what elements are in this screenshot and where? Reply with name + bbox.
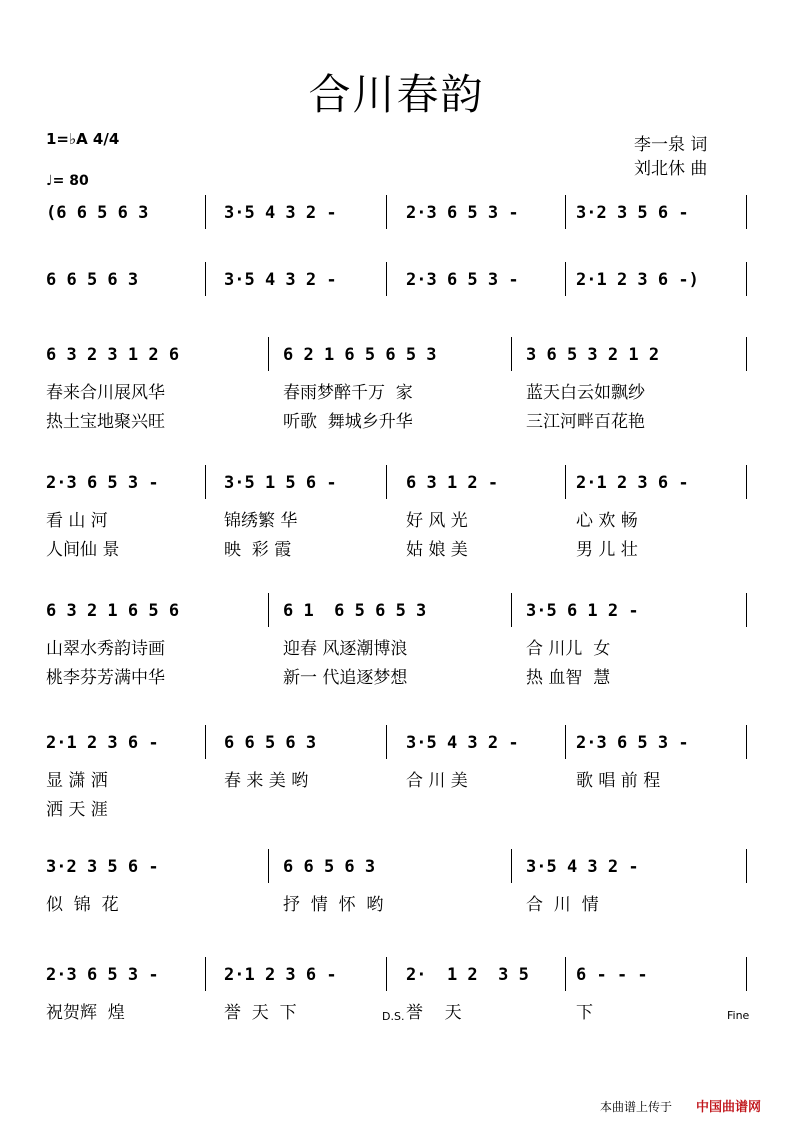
lyric-line: 下 xyxy=(576,1003,593,1023)
bar-line xyxy=(565,262,566,296)
upload-note: 本曲谱上传于 xyxy=(600,1100,673,1114)
measure-notes: 6 1 6 5 6 5 3 xyxy=(283,601,427,621)
lyric-line: 山翠水秀韵诗画 xyxy=(46,639,165,659)
bar-line xyxy=(565,957,566,991)
measure-notes: 2·3 6 5 3 - xyxy=(406,203,519,223)
measure-notes: 3 6 5 3 2 1 2 xyxy=(526,345,660,365)
lyric-line: 人间仙 景 xyxy=(46,540,120,560)
measure-notes: 3·5 4 3 2 - xyxy=(224,203,337,223)
bar-line xyxy=(205,465,206,499)
measure-notes: 6 3 2 1 6 5 6 xyxy=(46,601,180,621)
bar-line xyxy=(511,337,512,371)
lyric-line: 似 锦 花 xyxy=(46,895,119,915)
measure-notes: 2·1 2 3 6 - xyxy=(224,965,337,985)
bar-line xyxy=(746,337,747,371)
bar-line xyxy=(565,725,566,759)
lyric-line: 锦绣繁 华 xyxy=(224,511,298,531)
measure-notes: 6 2 1 6 5 6 5 3 xyxy=(283,345,437,365)
lyric-line: 热 血智 慧 xyxy=(526,668,611,688)
measure-notes: 2·3 6 5 3 - xyxy=(406,270,519,290)
fine-label: Fine xyxy=(727,1009,750,1022)
measure-notes: 3·5 4 3 2 - xyxy=(224,270,337,290)
bar-line xyxy=(386,957,387,991)
dal-segno-label: D.S. xyxy=(382,1010,405,1023)
site-logo: 中国曲谱网 xyxy=(696,1100,762,1115)
lyric-line: 显 潇 洒 xyxy=(46,771,108,791)
measure-notes: 2· 1 2 3 5 xyxy=(406,965,529,985)
bar-line xyxy=(268,593,269,627)
bar-line xyxy=(386,262,387,296)
lyric-line: 祝贺辉 煌 xyxy=(46,1003,125,1023)
measure-notes: 2·3 6 5 3 - xyxy=(46,473,159,493)
composer-credit: 刘北休 曲 xyxy=(634,159,708,179)
bar-line xyxy=(565,465,566,499)
measure-notes: 6 - - - xyxy=(576,965,648,985)
bar-line xyxy=(386,725,387,759)
lyric-line: 新一 代追逐梦想 xyxy=(283,668,408,688)
lyric-line: 誉 天 下 xyxy=(224,1003,297,1023)
lyric-line: 春雨梦醉千万 家 xyxy=(283,383,413,403)
bar-line xyxy=(386,465,387,499)
bar-line xyxy=(268,849,269,883)
bar-line xyxy=(386,195,387,229)
measure-notes: 3·2 3 5 6 - xyxy=(46,857,159,877)
lyric-line: 迎春 风逐潮博浪 xyxy=(283,639,408,659)
measure-notes: 6 3 1 2 - xyxy=(406,473,499,493)
lyric-line: 抒 情 怀 哟 xyxy=(283,895,384,915)
song-title: 合川春韵 xyxy=(308,70,485,119)
bar-line xyxy=(565,195,566,229)
lyric-line: 歌 唱 前 程 xyxy=(576,771,661,791)
measure-notes: 2·3 6 5 3 - xyxy=(576,733,689,753)
lyric-line: 桃李芬芳满中华 xyxy=(46,668,165,688)
measure-notes: 6 6 5 6 3 xyxy=(283,857,376,877)
lyric-line: 听歌 舞城乡升华 xyxy=(283,412,413,432)
lyric-line: 洒 天 涯 xyxy=(46,800,108,820)
lyric-line: 合 川儿 女 xyxy=(526,639,611,659)
measure-notes: (6 6 5 6 3 xyxy=(46,203,149,223)
measure-notes: 6 6 5 6 3 xyxy=(224,733,317,753)
bar-line xyxy=(746,195,747,229)
measure-notes: 3·2 3 5 6 - xyxy=(576,203,689,223)
lyric-line: 誉 天 xyxy=(406,1003,462,1023)
tempo-marking: ♩= 80 xyxy=(46,173,89,189)
lyric-line: 心 欢 畅 xyxy=(576,511,638,531)
key-signature: 1=♭A 4/4 xyxy=(46,130,120,148)
lyric-line: 映 彩 霞 xyxy=(224,540,292,560)
lyricist-credit: 李一泉 词 xyxy=(634,135,708,155)
bar-line xyxy=(746,262,747,296)
lyric-line: 好 风 光 xyxy=(406,511,468,531)
lyric-line: 看 山 河 xyxy=(46,511,108,531)
measure-notes: 3·5 1 5 6 - xyxy=(224,473,337,493)
lyric-line: 合 川 美 xyxy=(406,771,468,791)
bar-line xyxy=(511,593,512,627)
bar-line xyxy=(511,849,512,883)
measure-notes: 2·1 2 3 6 - xyxy=(576,473,689,493)
lyric-line: 三江河畔百花艳 xyxy=(526,412,645,432)
measure-notes: 3·5 4 3 2 - xyxy=(406,733,519,753)
bar-line xyxy=(746,849,747,883)
bar-line xyxy=(205,725,206,759)
lyric-line: 春 来 美 哟 xyxy=(224,771,309,791)
measure-notes: 3·5 4 3 2 - xyxy=(526,857,639,877)
bar-line xyxy=(746,465,747,499)
bar-line xyxy=(205,262,206,296)
bar-line xyxy=(746,957,747,991)
bar-line xyxy=(268,337,269,371)
measure-notes: 6 3 2 3 1 2 6 xyxy=(46,345,180,365)
lyric-line: 蓝天白云如飘纱 xyxy=(526,383,645,403)
lyric-line: 姑 娘 美 xyxy=(406,540,468,560)
bar-line xyxy=(746,593,747,627)
lyric-line: 春来合川展风华 xyxy=(46,383,165,403)
measure-notes: 2·1 2 3 6 - xyxy=(46,733,159,753)
lyric-line: 合 川 情 xyxy=(526,895,599,915)
lyric-line: 男 儿 壮 xyxy=(576,540,638,560)
lyric-line: 热土宝地聚兴旺 xyxy=(46,412,165,432)
measure-notes: 2·1 2 3 6 -) xyxy=(576,270,699,290)
bar-line xyxy=(205,957,206,991)
measure-notes: 6 6 5 6 3 xyxy=(46,270,139,290)
measure-notes: 2·3 6 5 3 - xyxy=(46,965,159,985)
measure-notes: 3·5 6 1 2 - xyxy=(526,601,639,621)
bar-line xyxy=(205,195,206,229)
bar-line xyxy=(746,725,747,759)
